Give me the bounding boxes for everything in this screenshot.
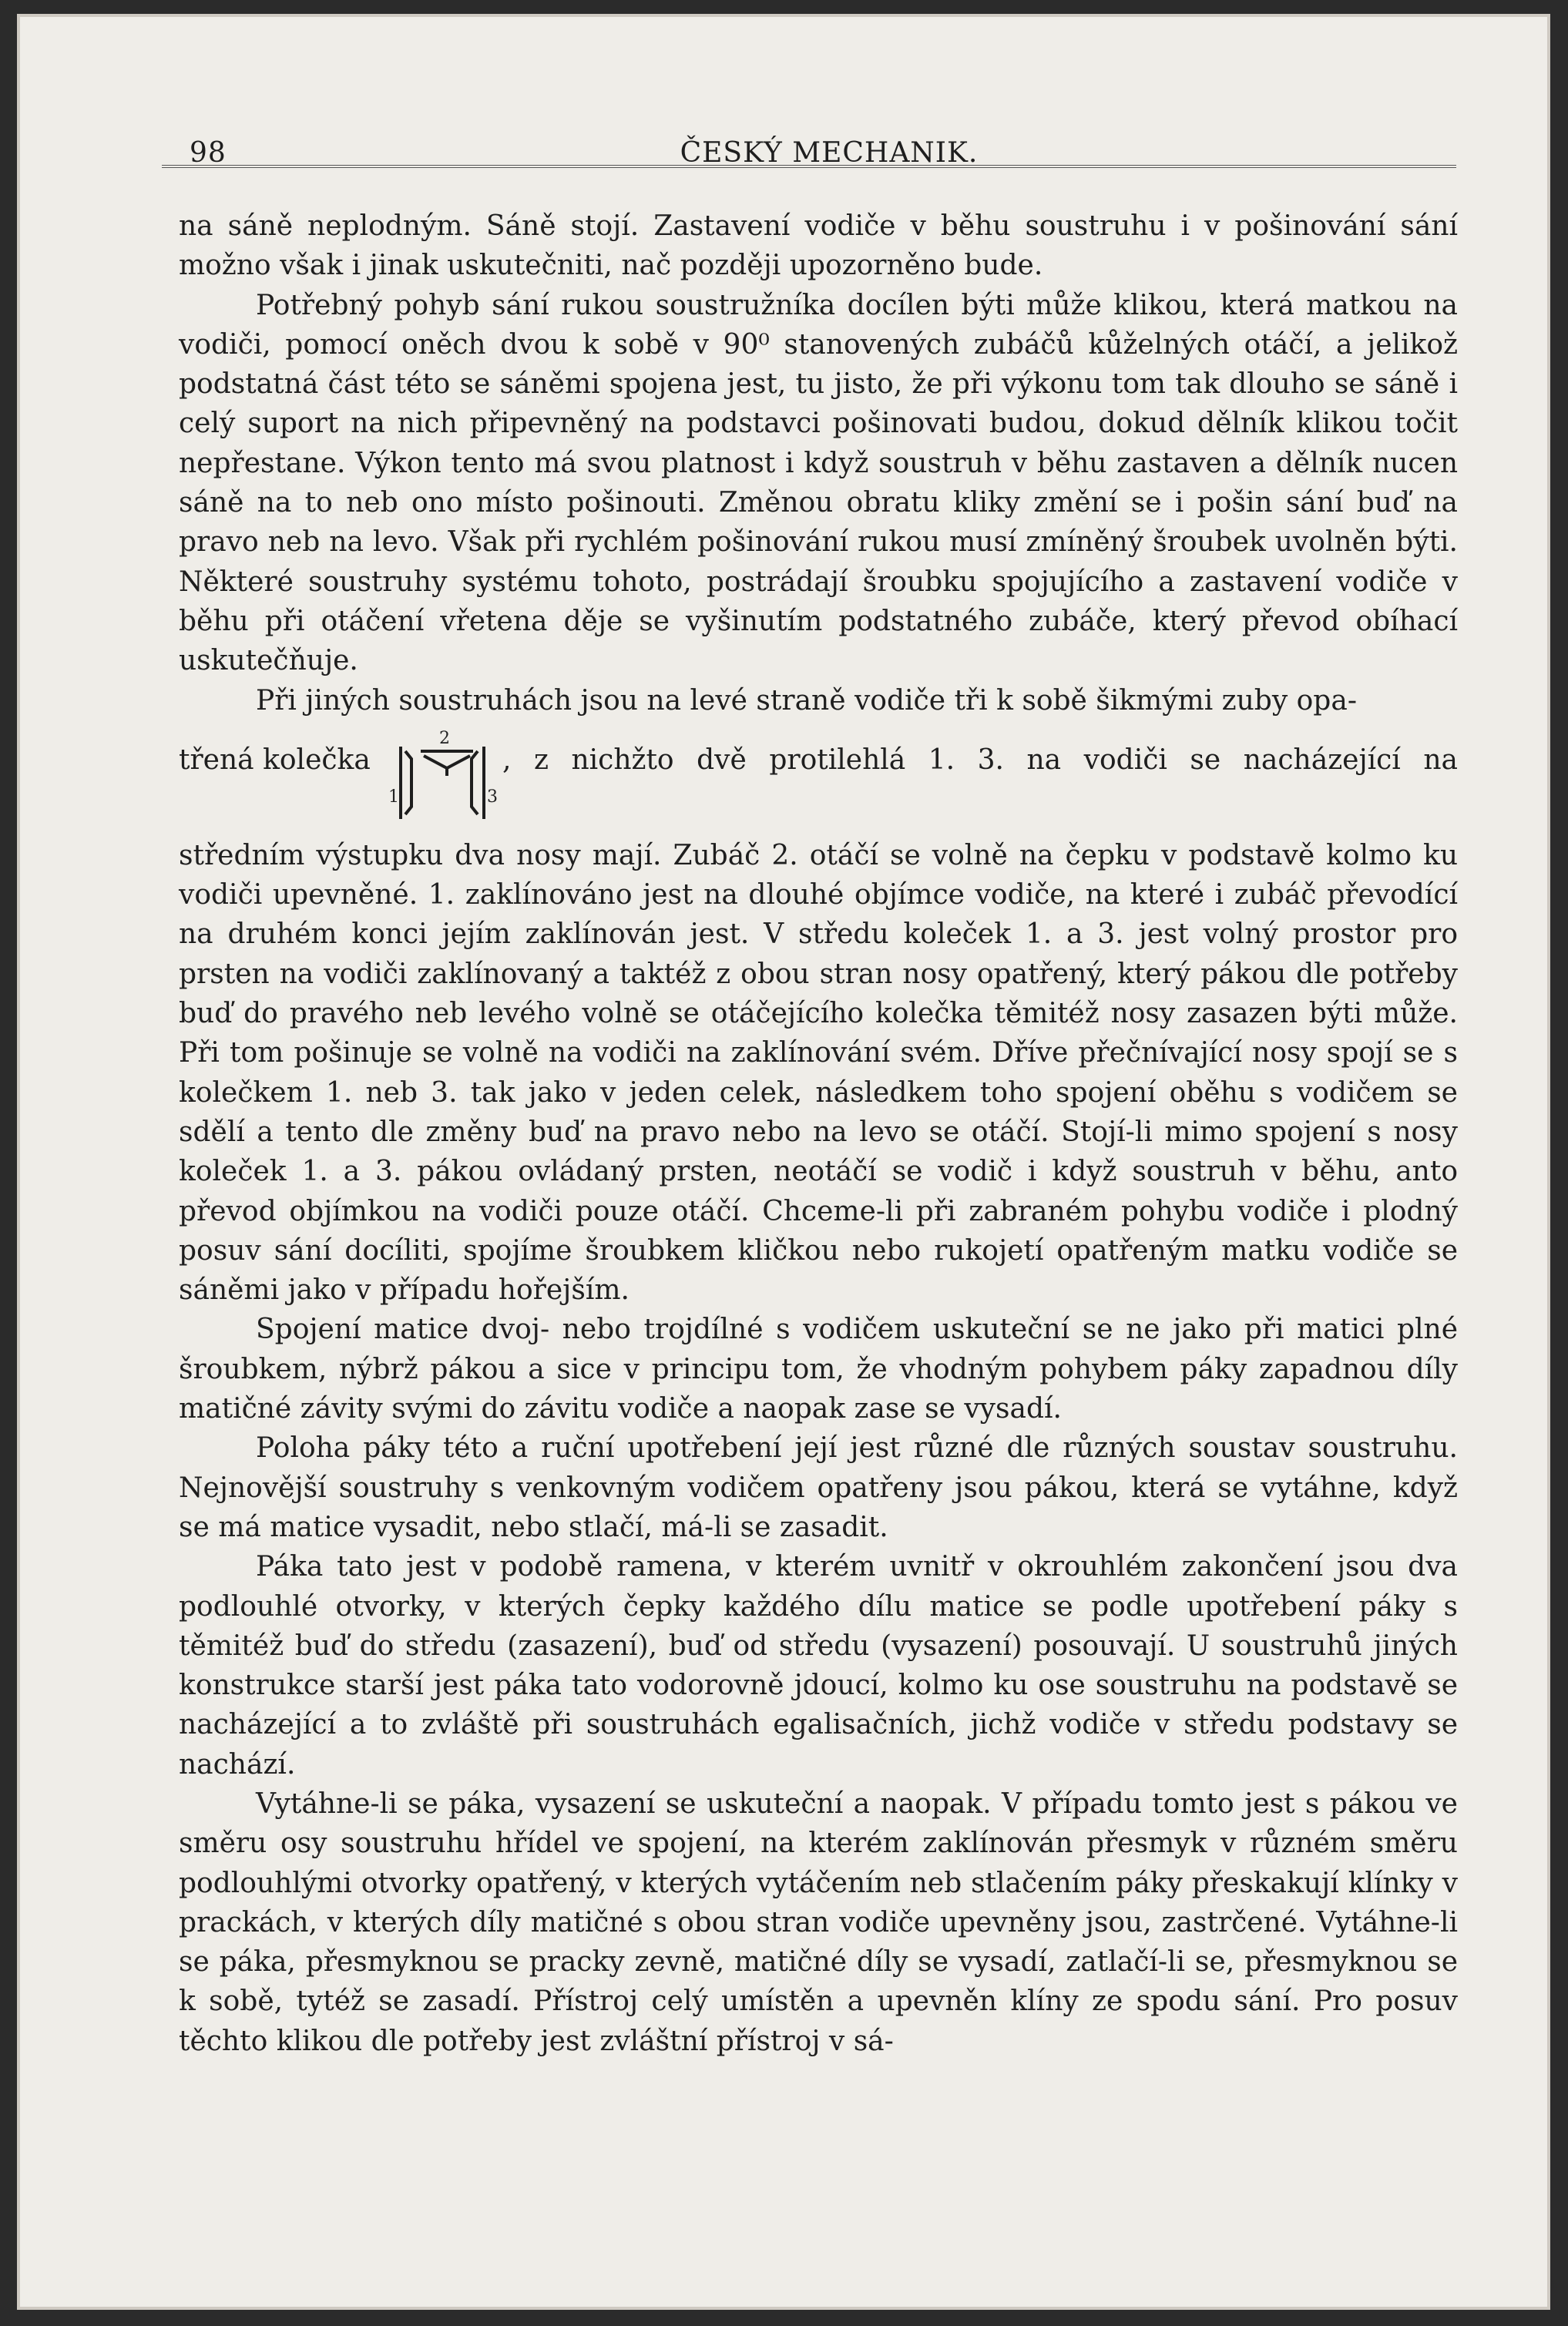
gear-label-3: 3 [487, 787, 498, 807]
gear-1-shape [401, 747, 411, 819]
paragraph: na sáně neplodným. Sáně stojí. Zastavení vodiče v běhu soustruhu i v pošinování sání možno však i jinak uskutečniti, nač později upozorněno bude. [179, 210, 1458, 282]
body-text [179, 206, 1458, 2061]
paragraph: Při jiných soustruhách jsou na levé straně vodiče tři k sobě šikmými zuby opa- [256, 684, 1357, 717]
paragraph: Vytáhne-li se páka, vysazení se uskuteční a naopak. V případu tomto jest s pákou ve směru osy soustruhu hřídel ve spojení, na kterém zaklínován přesmyk v různém směru podlouhlými otvorky opatřený, v kterých vytáčením neb stlačením páky přeskakují klínky v prackách, v kterých díly matičné s obou stran vodiče upevněny jsou, zastrčené. Vytáhne-li se páka, přesmyknou se pracky zevně, matičné díly se vysadí, zatlačí-li se, přesmyknou se k sobě, tytéž se zasadí. Přístroj celý umístěn a upevněn klíny ze spodu sání. Pro posuv těchto klikou dle potřeby jest zvláštní přístroj v sá- [179, 1787, 1458, 2057]
paragraph: Potřebný pohyb sání rukou soustružníka docílen býti může klikou, která matkou na vodiči, pomocí oněch dvou k sobě v 90⁰ stanovených zubáčů kůželných otáčí, a jelikož podstatná část této se sáněmi spojena jest, tu jisto, že při výkonu tom tak dlouho se sáně i celý suport na nich připevněný na podstavci pošinovati budou, dokud dělník klikou točit nepřestane. Výkon tento má svou platnost i když soustruh v běhu zastaven a dělník nucen sáně na to neb ono místo pošinouti. Změnou obratu kliky změní se i pošin sání buď na pravo neb na levo. Však při rychlém pošinování rukou musí zmíněný šroubek uvolněn býti. Některé soustruhy systému tohoto, postrádají šroubku spojujícího a zastavení vodiče v běhu při otáčení vřetena děje se vyšinutím podstatného zubáče, který převod obíhací uskutečňuje. [179, 289, 1458, 677]
gear-label-1: 1 [388, 787, 399, 807]
gear-label-2: 2 [439, 728, 450, 748]
page-header [182, 133, 1476, 179]
paragraph: Páka tato jest v podobě ramena, v kterém uvnitř v okrouhlém zakončení jsou dva podlouhlé otvorky, v kterých čepky každého dílu matice se podle upotřebení páky s těmitéž buď do středu (zasazení), buď od středu (vysazení) posouvají. U soustruhů jiných konstrukce starší jest páka tato vodorovně jdoucí, kolmo ku ose soustruhu na podstavě se nacházející a to zvláště při soustruhách egalisačních, jichž vodiče v středu podstavy se nachází. [179, 1551, 1458, 1781]
paragraph: středním výstupku dva nosy mají. Zubáč 2. otáčí se volně na čepku v podstavě kolmo ku vodiči upevněné. 1. zaklínováno jest na dlouhé objímce vodiče, na které i zubáč převodící na druhém konci jejím zaklínován jest. V středu koleček 1. a 3. jest volný prostor pro prsten na vodiči zaklínovaný a taktéž z obou stran nosy opatřený, který pákou dle potřeby buď do pravého neb levého volně se otáčejícího kolečka těmitéž nosy zasazen býti může. Při tom pošinuje se volně na vodiči na zaklínování svém. Dříve přečnívající nosy spojí se s kolečkem 1. neb 3. tak jako v jeden celek, následkem toho spojení oběhu s vodičem se sdělí a tento dle změny buď na pravo nebo na levo se otáčí. Stojí-li mimo spojení s nosy koleček 1. a 3. pákou ovládaný prsten, neotáčí se vodič i když soustruh v běhu, anto převod objímkou na vodiči pouze otáčí. Chceme-li při zabraném pohybu vodiče i plodný posuv sání docíliti, spojíme šroubkem kličkou nebo rukojetí opatřeným matku vodiče se sáněmi jako v případu hořejším. [179, 839, 1458, 1307]
running-title: ČESKÝ MECHANIK. [680, 137, 979, 169]
gear-3-shape [472, 747, 484, 819]
gear-wheels-figure [388, 720, 502, 836]
page-number: 98 [190, 137, 227, 169]
gear-line-left-text: třená kolečka [179, 743, 371, 776]
paragraph: Poloha páky této a ruční upotřebení její jest různé dle různých soustav soustruhu. Nejnovější soustruhy s venkovným vodičem opatřeny jsou pákou, která se vytáhne, když se má matice vysadit, nebo stlačí, má-li se zasadit. [179, 1432, 1458, 1543]
gear-2-shape [421, 751, 473, 776]
gear-wheels-diagram [388, 720, 502, 836]
gear-line [179, 720, 1458, 836]
gear-line-right-text: , z nichžto dvě protilehlá 1. 3. na vodiči se nacházející na [502, 743, 1458, 776]
paragraph: Spojení matice dvoj- nebo trojdílné s vodičem uskuteční se ne jako při matici plné šroubkem, nýbrž pákou a sice v principu tom, že vhodným pohybem páky zapadnou díly matičné závity svými do závitu vodiče a naopak zase se vysadí. [179, 1314, 1458, 1425]
header-rule [162, 165, 1456, 168]
